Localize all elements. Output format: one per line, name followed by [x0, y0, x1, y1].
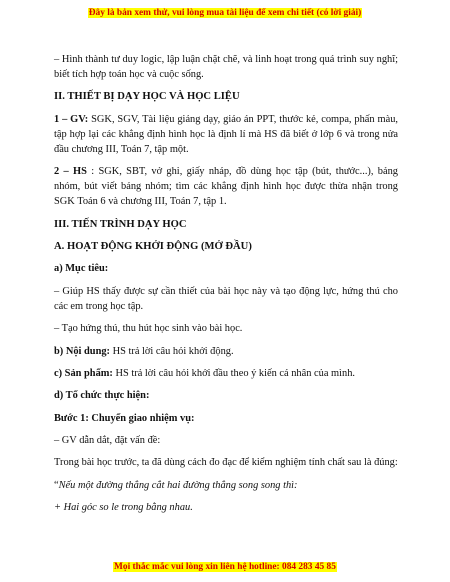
hs-equipment-paragraph: [54, 164, 398, 209]
lead-paragraph: Trong bài học trước, ta đã dùng cách đo đạc để kiểm nghiệm tính chất sau là đúng:: [54, 457, 398, 469]
preview-banner-text: Đây là bản xem thử, vui lòng mua tài liệu để xem chi tiết (có lời giải): [88, 8, 362, 18]
gv-label: 1 – GV:: [54, 113, 89, 125]
objective-item-2: – Tạo hứng thú, thu hút học sinh vào bài học.: [54, 323, 243, 335]
product-paragraph: [54, 366, 398, 381]
preview-banner: [0, 7, 450, 19]
organization-label: d) Tổ chức thực hiện:: [54, 390, 150, 402]
quote-line: [54, 478, 398, 493]
intro-bullet: – Hình thành tư duy logic, lập luận chặt chẽ, và linh hoạt trong quá trình suy nghĩ; biết tích hợp toán học và cuộc sống.: [54, 54, 398, 80]
hs-label: 2 – HS: [54, 166, 87, 178]
hotline-banner-text: Mọi thắc mắc vui lòng xin liên hệ hotline: 084 283 45 85: [114, 562, 336, 572]
gv-equipment-paragraph: [54, 112, 398, 157]
section-3-heading: III. TIẾN TRÌNH DẠY HỌC: [54, 218, 187, 230]
quote-mark: “: [54, 479, 59, 491]
product-text: HS trả lời câu hỏi khởi đầu theo ý kiến cá nhân của mình.: [112, 367, 356, 379]
product-label: c) Sản phẩm:: [54, 367, 113, 379]
quote-text: Nếu một đường thẳng cắt hai đường thẳng song song thì:: [58, 479, 298, 491]
step-1-heading: Bước 1: Chuyển giao nhiệm vụ:: [54, 412, 195, 424]
hs-equipment-text: : SGK, SBT, vở ghi, giấy nháp, đồ dùng học tập (bút, thước...), bảng nhóm, bút viết bảng nhóm; tìm các khẳng định hình học được thừa nhận trong SGK Toán 6 và chương III, Toán 7, tập 1.: [54, 166, 399, 208]
hotline-banner: [0, 561, 450, 573]
quote-item: + Hai góc so le trong bằng nhau.: [54, 502, 193, 514]
objective-label: a) Mục tiêu:: [54, 263, 109, 275]
content-text: HS trả lời câu hỏi khởi động.: [110, 345, 234, 357]
content-paragraph: [54, 344, 398, 359]
teacher-lead: – GV dẫn dắt, đặt vấn đề:: [54, 435, 161, 447]
activity-a-heading: A. HOẠT ĐỘNG KHỞI ĐỘNG (MỞ ĐẦU): [54, 240, 252, 252]
document-body: [54, 52, 398, 523]
objective-item-1: – Giúp HS thấy được sự cần thiết của bài học này và tạo động lực, hứng thú cho các em trong học tập.: [54, 285, 398, 312]
content-label: b) Nội dung:: [54, 345, 111, 357]
section-2-heading: II. THIẾT BỊ DẠY HỌC VÀ HỌC LIỆU: [54, 91, 240, 103]
gv-equipment-text: SGK, SGV, Tài liệu giảng dạy, giáo án PPT, thước kẻ, compa, phấn màu, tập hợp lại các khẳng định hình học là định lí mà HS đã biết ở lớp 6 và trong nửa đầu chương III, Toán 7, tập một.: [54, 113, 398, 155]
